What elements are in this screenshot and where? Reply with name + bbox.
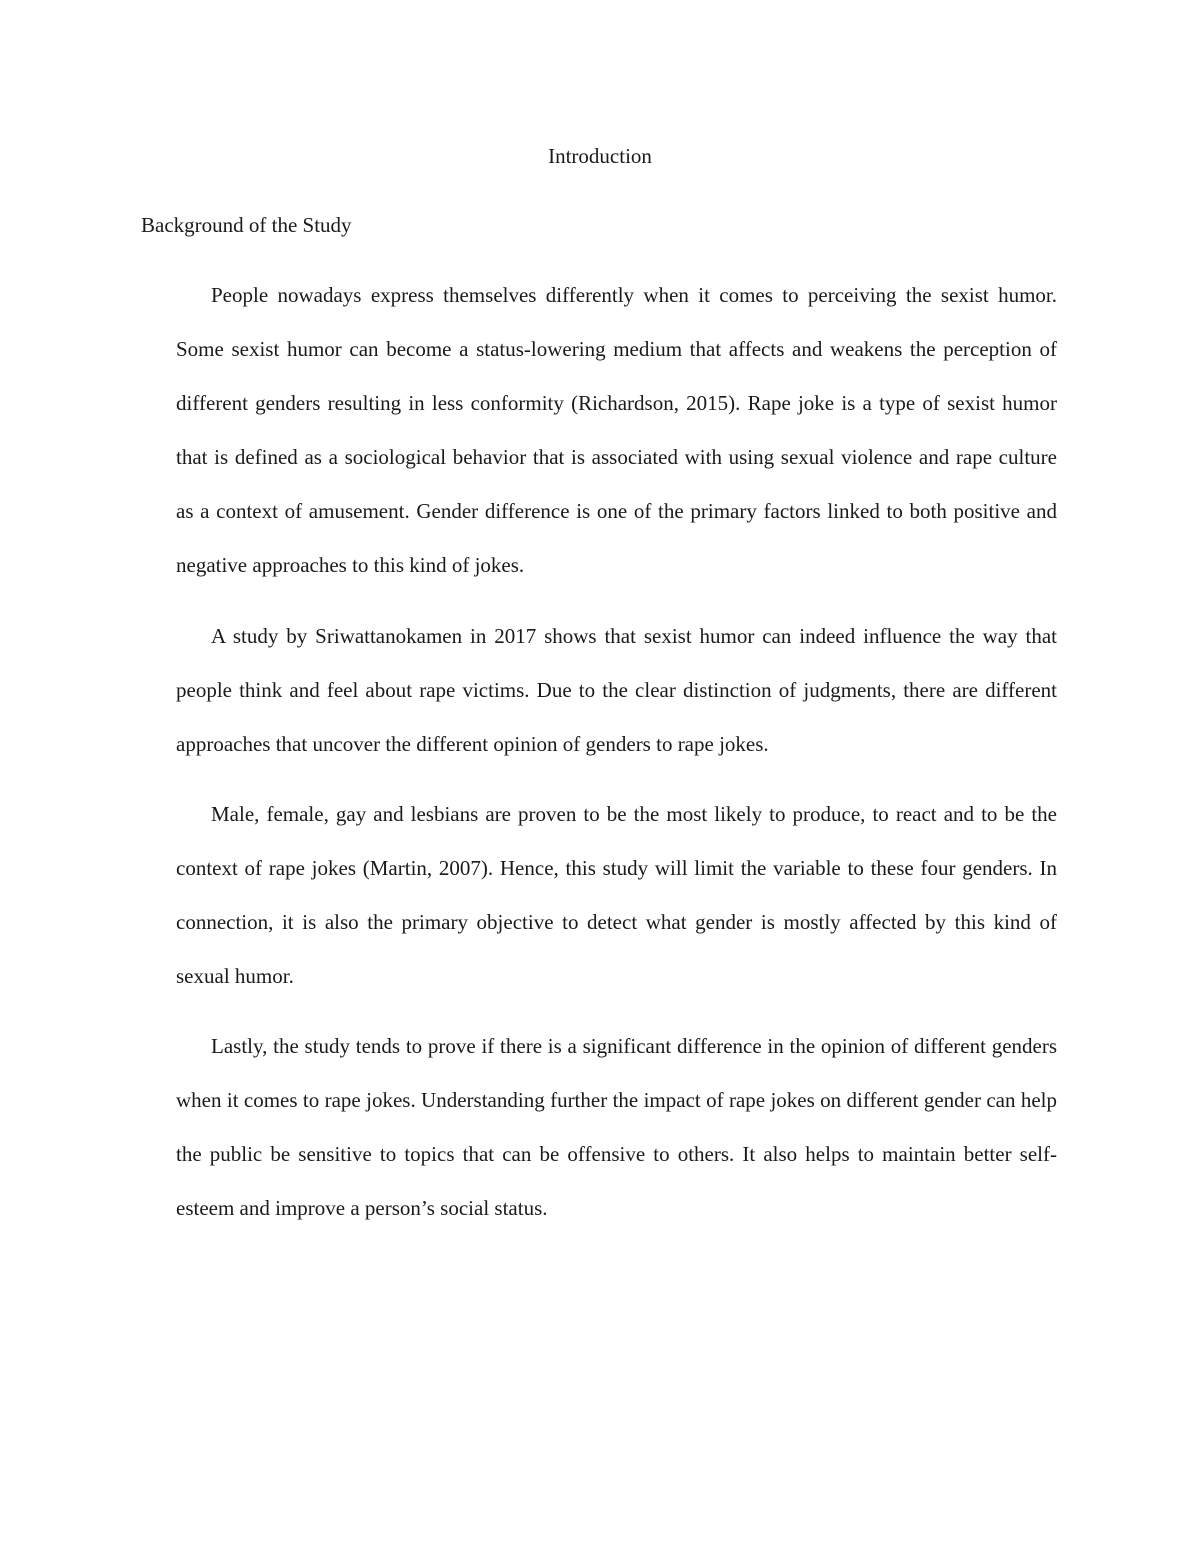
- paragraph-text: A study by Sriwattanokamen in 2017 shows that sexist humor can indeed influence the way that people think and feel about rape victims. Due to the clear distinction of judgments, there are different approaches that uncover the different opinion of genders to rape jokes.: [176, 624, 1057, 756]
- paragraph-text: People nowadays express themselves differently when it comes to perceiving the sexist humor. Some sexist humor can become a status-lowering medium that affects and weakens the perception of different genders resulting in less conformity (Richardson, 2015). Rape joke is a type of sexist humor that is defined as a sociological behavior that is associated with using sexual violence and rape culture as a context of amusement. Gender difference is one of the primary factors linked to both positive and negative approaches to this kind of jokes.: [176, 283, 1057, 577]
- paragraph-4: [176, 1019, 1057, 1235]
- section-heading: Background of the Study: [141, 213, 352, 237]
- page-title: Introduction: [548, 144, 652, 168]
- paragraph-text: Male, female, gay and lesbians are proven to be the most likely to produce, to react and to be the context of rape jokes (Martin, 2007). Hence, this study will limit the variable to these four genders. In connection, it is also the primary objective to detect what gender is mostly affected by this kind of sexual humor.: [176, 802, 1057, 988]
- paragraph-text: Lastly, the study tends to prove if there is a significant difference in the opinion of different genders when it comes to rape jokes. Understanding further the impact of rape jokes on different gender can help the public be sensitive to topics that can be offensive to others. It also helps to maintain better self-esteem and improve a person’s social status.: [176, 1034, 1057, 1220]
- paragraph-1: [176, 268, 1057, 592]
- paragraph-2: [176, 609, 1057, 771]
- paragraph-3: [176, 787, 1057, 1003]
